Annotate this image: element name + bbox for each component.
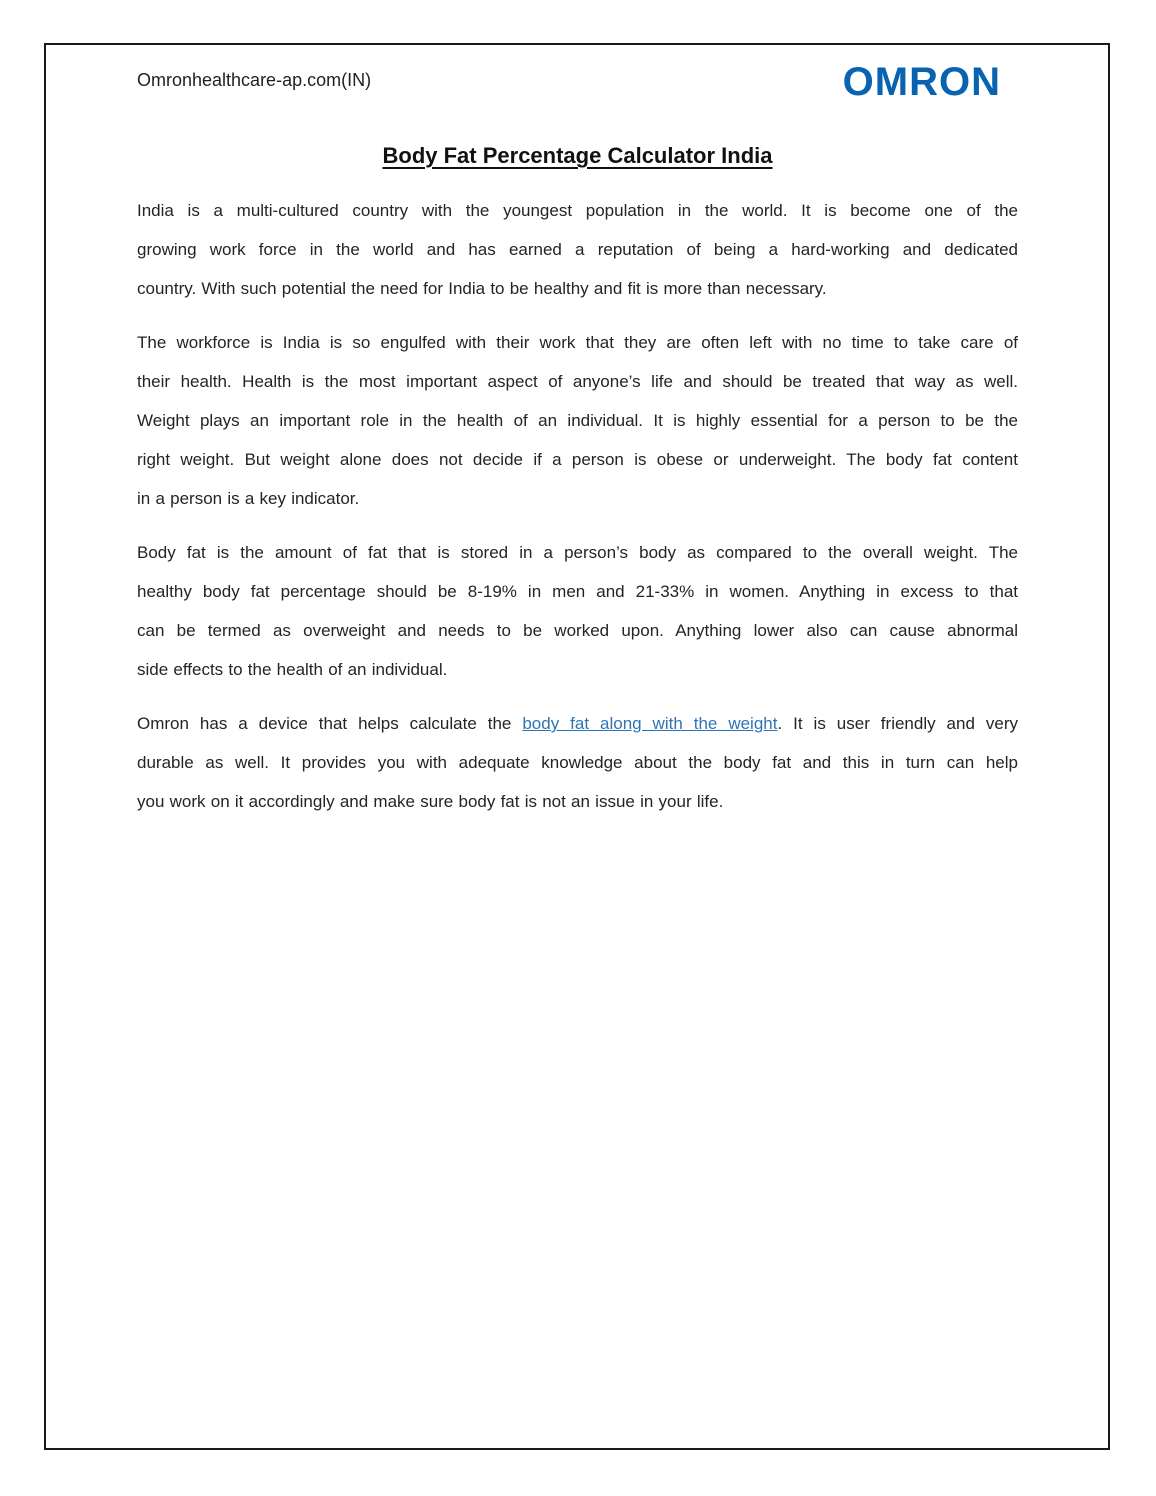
site-url-text: Omronhealthcare-ap.com(IN) [137, 70, 372, 90]
document-body [137, 191, 1018, 821]
text-line: their health. Health is the most important aspect of anyone’s life and should be treated that way as well. [137, 372, 1018, 391]
text-line: country. With such potential the need for India to be healthy and fit is more than necessary. [137, 279, 827, 298]
text-line: growing work force in the world and has earned a reputation of being a hard-working and dedicated [137, 240, 1018, 259]
text-after-link: . It is user friendly and very [777, 714, 1018, 733]
paragraph [137, 191, 1018, 308]
paragraph [137, 704, 1018, 821]
text-line: side effects to the health of an individual. [137, 660, 448, 679]
page-header [137, 45, 1018, 105]
text-line: can be termed as overweight and needs to be worked upon. Anything lower also can cause abnormal [137, 621, 1018, 640]
text-line: in a person is a key indicator. [137, 489, 360, 508]
body-fat-link[interactable]: body fat along with the weight [522, 714, 778, 733]
text-before-link: Omron has a device that helps calculate the [137, 714, 523, 733]
paragraph [137, 323, 1018, 518]
omron-logo: OMRON [842, 60, 1001, 104]
document-page [44, 43, 1110, 1450]
text-line: India is a multi-cultured country with the youngest population in the world. It is become one of the [137, 201, 1018, 220]
text-line: durable as well. It provides you with adequate knowledge about the body fat and this in turn can help [137, 753, 1018, 772]
page-title-text: Body Fat Percentage Calculator India [382, 143, 773, 168]
paragraph [137, 533, 1018, 689]
text-line: The workforce is India is so engulfed with their work that they are often left with no time to take care of [137, 333, 1018, 352]
text-line: Weight plays an important role in the health of an individual. It is highly essential for a person to be the [137, 411, 1018, 430]
page-title [137, 141, 1018, 171]
text-line: right weight. But weight alone does not decide if a person is obese or underweight. The body fat content [137, 450, 1018, 469]
text-line [137, 704, 1018, 743]
text-line: you work on it accordingly and make sure body fat is not an issue in your life. [137, 792, 724, 811]
text-line: healthy body fat percentage should be 8-19% in men and 21-33% in women. Anything in excess to that [137, 582, 1018, 601]
text-line: Body fat is the amount of fat that is stored in a person’s body as compared to the overall weight. The [137, 543, 1018, 562]
